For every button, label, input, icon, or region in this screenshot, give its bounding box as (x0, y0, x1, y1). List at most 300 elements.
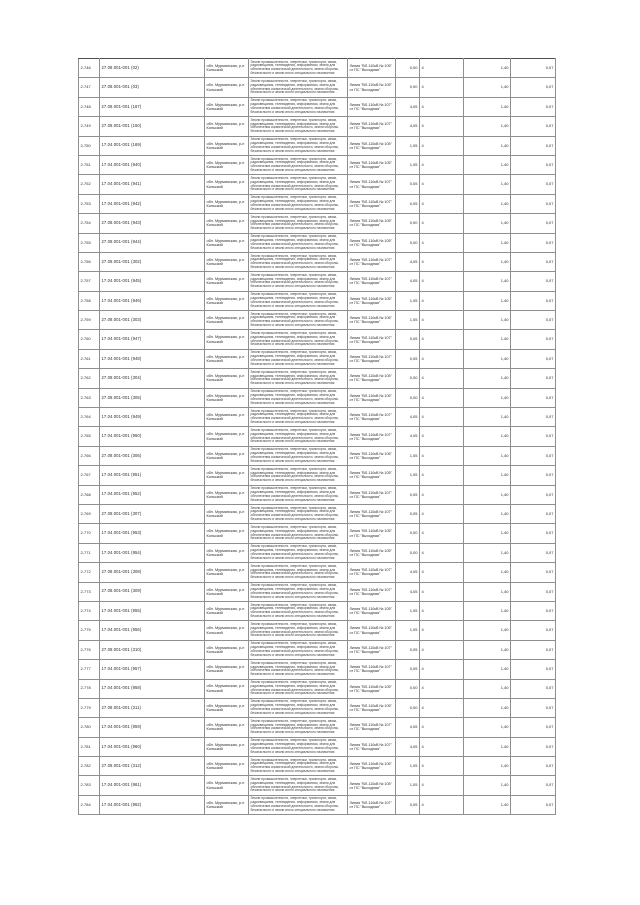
facility-cell: Линия "ВЛ-110кВ № 105" от ПС "Выходная" (348, 757, 396, 776)
land-category-cell: Земли промышленности, энергетики, транспорта, связи, радиовещания, телевидения, информатики, земли для обеспечения космической деятельности, земли обороны, безопасности и земли иного специального назначения (249, 59, 348, 78)
row-number-cell: 2-753 (79, 194, 100, 213)
value-col9-cell: 0,07 (511, 272, 556, 291)
part-code-cell: 17.04.001-001 (959) (100, 718, 205, 737)
unit-value-cell: 4 (420, 543, 464, 562)
table-row (79, 117, 556, 136)
land-category-cell: Земли промышленности, энергетики, транспорта, связи, радиовещания, телевидения, информатики, земли для обеспечения космической деятельности, земли обороны, безопасности и земли иного специального назначения (249, 757, 348, 776)
land-category-cell: Земли промышленности, энергетики, транспорта, связи, радиовещания, телевидения, информатики, земли для обеспечения космической деятельности, земли обороны, безопасности и земли иного специального назначения (249, 582, 348, 601)
facility-cell: Линия "ВЛ-110кВ № 105" от ПС "Выходная" (348, 155, 396, 174)
part-code-cell: 27.08.001-001 (167) (100, 97, 205, 116)
row-number-cell: 2-755 (79, 233, 100, 252)
value-col8-cell: 1,40 (464, 660, 511, 679)
land-category-cell: Земли промышленности, энергетики, транспорта, связи, радиовещания, телевидения, информатики, земли для обеспечения космической деятельности, земли обороны, безопасности и земли иного специального назначения (249, 427, 348, 446)
unit-value-cell: 4 (420, 388, 464, 407)
part-code-cell: 27.08.001-001 (310) (100, 640, 205, 659)
cadastral-parts-table (78, 58, 556, 815)
location-cell: обл. Мурманская, р-н Кольский (205, 291, 249, 310)
land-category-cell: Земли промышленности, энергетики, транспорта, связи, радиовещания, телевидения, информатики, земли для обеспечения космической деятельности, земли обороны, безопасности и земли иного специального назначения (249, 504, 348, 523)
value-col9-cell: 0,07 (511, 466, 556, 485)
area-value-cell: 0,05 (396, 640, 420, 659)
facility-cell: Линия "ВЛ-110кВ № 107" от ПС "Выходная" (348, 272, 396, 291)
unit-value-cell: 4 (420, 214, 464, 233)
row-number-cell: 2-764 (79, 408, 100, 427)
table-row (79, 466, 556, 485)
table-row (79, 776, 556, 795)
value-col9-cell: 0,07 (511, 543, 556, 562)
value-col9-cell: 0,07 (511, 485, 556, 504)
part-code-cell: 17.04.001-001 (950) (100, 427, 205, 446)
part-code-cell: 27.08.001-001 (305) (100, 388, 205, 407)
unit-value-cell: 4 (420, 252, 464, 271)
row-number-cell: 2-751 (79, 155, 100, 174)
facility-cell: Линия "ВЛ-110кВ № 107" от ПС "Выходная" (348, 660, 396, 679)
facility-cell: Линия "ВЛ-110кВ № 107" от ПС "Выходная" (348, 117, 396, 136)
row-number-cell: 2-766 (79, 446, 100, 465)
part-code-cell: 17.04.001-001 (951) (100, 466, 205, 485)
area-value-cell: 0,00 (396, 543, 420, 562)
location-cell: обл. Мурманская, р-н Кольский (205, 175, 249, 194)
facility-cell: Линия "ВЛ-110кВ № 107" от ПС "Выходная" (348, 582, 396, 601)
row-number-cell: 2-773 (79, 582, 100, 601)
value-col8-cell: 1,40 (464, 563, 511, 582)
location-cell: обл. Мурманская, р-н Кольский (205, 640, 249, 659)
land-category-cell: Земли промышленности, энергетики, транспорта, связи, радиовещания, телевидения, информатики, земли для обеспечения космической деятельности, земли обороны, безопасности и земли иного специального назначения (249, 601, 348, 620)
area-value-cell: 0,05 (396, 330, 420, 349)
unit-value-cell: 4 (420, 117, 464, 136)
facility-cell: Линия "ВЛ-110кВ № 107" от ПС "Выходная" (348, 795, 396, 814)
table-row (79, 214, 556, 233)
land-category-cell: Земли промышленности, энергетики, транспорта, связи, радиовещания, телевидения, информатики, земли для обеспечения космической деятельности, земли обороны, безопасности и земли иного специального назначения (249, 252, 348, 271)
row-number-cell: 2-750 (79, 136, 100, 155)
value-col9-cell: 0,07 (511, 698, 556, 717)
value-col9-cell: 0,07 (511, 524, 556, 543)
value-col8-cell: 1,40 (464, 601, 511, 620)
part-code-cell: 17.04.001-001 (953) (100, 524, 205, 543)
area-value-cell: 0,00 (396, 679, 420, 698)
facility-cell: Линия "ВЛ-110кВ № 107" от ПС "Выходная" (348, 194, 396, 213)
value-col8-cell: 1,40 (464, 388, 511, 407)
location-cell: обл. Мурманская, р-н Кольский (205, 543, 249, 562)
part-code-cell: 17.04.001-001 (954) (100, 543, 205, 562)
location-cell: обл. Мурманская, р-н Кольский (205, 504, 249, 523)
facility-cell: Линия "ВЛ-110кВ № 107" от ПС "Выходная" (348, 640, 396, 659)
row-number-cell: 2-769 (79, 504, 100, 523)
location-cell: обл. Мурманская, р-н Кольский (205, 369, 249, 388)
row-number-cell: 2-763 (79, 388, 100, 407)
table-row (79, 601, 556, 620)
row-number-cell: 2-783 (79, 776, 100, 795)
value-col8-cell: 1,40 (464, 427, 511, 446)
location-cell: обл. Мурманская, р-н Кольский (205, 59, 249, 78)
value-col8-cell: 1,40 (464, 252, 511, 271)
part-code-cell: 27.08.001-001 (307) (100, 504, 205, 523)
value-col9-cell: 0,07 (511, 408, 556, 427)
row-number-cell: 2-772 (79, 563, 100, 582)
land-category-cell: Земли промышленности, энергетики, транспорта, связи, радиовещания, телевидения, информатики, земли для обеспечения космической деятельности, земли обороны, безопасности и земли иного специального назначения (249, 563, 348, 582)
area-value-cell: 0,05 (396, 194, 420, 213)
part-code-cell: 17.04.001-001 (948) (100, 349, 205, 368)
table-row (79, 504, 556, 523)
value-col8-cell: 1,40 (464, 78, 511, 97)
unit-value-cell: 4 (420, 446, 464, 465)
area-value-cell: 4,05 (396, 272, 420, 291)
area-value-cell: 0,00 (396, 233, 420, 252)
part-code-cell: 17.04.001-001 (955) (100, 601, 205, 620)
location-cell: обл. Мурманская, р-н Кольский (205, 601, 249, 620)
row-number-cell: 2-749 (79, 117, 100, 136)
unit-value-cell: 4 (420, 582, 464, 601)
table-row (79, 291, 556, 310)
land-category-cell: Земли промышленности, энергетики, транспорта, связи, радиовещания, телевидения, информатики, земли для обеспечения космической деятельности, земли обороны, безопасности и земли иного специального назначения (249, 660, 348, 679)
row-number-cell: 2-762 (79, 369, 100, 388)
table-row (79, 563, 556, 582)
value-col9-cell: 0,07 (511, 311, 556, 330)
land-category-cell: Земли промышленности, энергетики, транспорта, связи, радиовещания, телевидения, информатики, земли для обеспечения космической деятельности, земли обороны, безопасности и земли иного специального назначения (249, 524, 348, 543)
value-col9-cell: 0,07 (511, 640, 556, 659)
row-number-cell: 2-759 (79, 311, 100, 330)
table-row (79, 737, 556, 756)
land-category-cell: Земли промышленности, энергетики, транспорта, связи, радиовещания, телевидения, информатики, земли для обеспечения космической деятельности, земли обороны, безопасности и земли иного специального назначения (249, 543, 348, 562)
area-value-cell: 0,00 (396, 214, 420, 233)
table-row (79, 485, 556, 504)
land-category-cell: Земли промышленности, энергетики, транспорта, связи, радиовещания, телевидения, информатики, земли для обеспечения космической деятельности, земли обороны, безопасности и земли иного специального назначения (249, 155, 348, 174)
part-code-cell: 17.04.001-001 (941) (100, 175, 205, 194)
value-col8-cell: 1,40 (464, 349, 511, 368)
table-row (79, 252, 556, 271)
area-value-cell: 4,05 (396, 582, 420, 601)
facility-cell: Линия "ВЛ-110кВ № 105" от ПС "Выходная" (348, 311, 396, 330)
unit-value-cell: 4 (420, 311, 464, 330)
unit-value-cell: 4 (420, 78, 464, 97)
row-number-cell: 2-768 (79, 485, 100, 504)
row-number-cell: 2-782 (79, 757, 100, 776)
table-row (79, 155, 556, 174)
value-col8-cell: 1,40 (464, 679, 511, 698)
value-col8-cell: 1,40 (464, 311, 511, 330)
land-category-cell: Земли промышленности, энергетики, транспорта, связи, радиовещания, телевидения, информатики, земли для обеспечения космической деятельности, земли обороны, безопасности и земли иного специального назначения (249, 485, 348, 504)
value-col9-cell: 0,07 (511, 175, 556, 194)
value-col9-cell: 0,07 (511, 776, 556, 795)
value-col8-cell: 1,40 (464, 504, 511, 523)
value-col9-cell: 0,07 (511, 214, 556, 233)
facility-cell: Линия "ВЛ-110кВ № 107" от ПС "Выходная" (348, 427, 396, 446)
area-value-cell: 0,05 (396, 175, 420, 194)
part-code-cell: 17.04.001-001 (940) (100, 155, 205, 174)
table-row (79, 718, 556, 737)
table-row (79, 660, 556, 679)
area-value-cell: 0,00 (396, 369, 420, 388)
table-row (79, 698, 556, 717)
value-col8-cell: 1,40 (464, 97, 511, 116)
land-category-cell: Земли промышленности, энергетики, транспорта, связи, радиовещания, телевидения, информатики, земли для обеспечения космической деятельности, земли обороны, безопасности и земли иного специального назначения (249, 272, 348, 291)
land-category-cell: Земли промышленности, энергетики, транспорта, связи, радиовещания, телевидения, информатики, земли для обеспечения космической деятельности, земли обороны, безопасности и земли иного специального назначения (249, 621, 348, 640)
facility-cell: Линия "ВЛ-110кВ № 107" от ПС "Выходная" (348, 408, 396, 427)
unit-value-cell: 4 (420, 155, 464, 174)
facility-cell: Линия "ВЛ-110кВ № 105" от ПС "Выходная" (348, 679, 396, 698)
land-category-cell: Земли промышленности, энергетики, транспорта, связи, радиовещания, телевидения, информатики, земли для обеспечения космической деятельности, земли обороны, безопасности и земли иного специального назначения (249, 330, 348, 349)
unit-value-cell: 4 (420, 175, 464, 194)
unit-value-cell: 4 (420, 679, 464, 698)
value-col8-cell: 1,40 (464, 233, 511, 252)
location-cell: обл. Мурманская, р-н Кольский (205, 117, 249, 136)
facility-cell: Линия "ВЛ-110кВ № 105" от ПС "Выходная" (348, 214, 396, 233)
table-row (79, 233, 556, 252)
part-code-cell: 27.08.001-001 (150) (100, 117, 205, 136)
value-col8-cell: 1,40 (464, 175, 511, 194)
value-col8-cell: 1,40 (464, 369, 511, 388)
part-code-cell: 17.04.001-001 (961) (100, 776, 205, 795)
land-category-cell: Земли промышленности, энергетики, транспорта, связи, радиовещания, телевидения, информатики, земли для обеспечения космической деятельности, земли обороны, безопасности и земли иного специального назначения (249, 640, 348, 659)
value-col8-cell: 1,40 (464, 621, 511, 640)
table-body (79, 59, 556, 815)
area-value-cell: 0,00 (396, 59, 420, 78)
location-cell: обл. Мурманская, р-н Кольский (205, 97, 249, 116)
area-value-cell: 4,05 (396, 117, 420, 136)
table-row (79, 795, 556, 814)
land-category-cell: Земли промышленности, энергетики, транспорта, связи, радиовещания, телевидения, информатики, земли для обеспечения космической деятельности, земли обороны, безопасности и земли иного специального назначения (249, 718, 348, 737)
row-number-cell: 2-761 (79, 349, 100, 368)
row-number-cell: 2-765 (79, 427, 100, 446)
value-col8-cell: 1,40 (464, 214, 511, 233)
table-row (79, 194, 556, 213)
table-row (79, 136, 556, 155)
location-cell: обл. Мурманская, р-н Кольский (205, 485, 249, 504)
area-value-cell: 4,05 (396, 97, 420, 116)
value-col9-cell: 0,07 (511, 660, 556, 679)
unit-value-cell: 4 (420, 718, 464, 737)
area-value-cell: 0,00 (396, 524, 420, 543)
row-number-cell: 2-779 (79, 698, 100, 717)
facility-cell: Линия "ВЛ-110кВ № 105" от ПС "Выходная" (348, 601, 396, 620)
facility-cell: Линия "ВЛ-110кВ № 105" от ПС "Выходная" (348, 78, 396, 97)
part-code-cell: 27.08.001-001 (02) (100, 59, 205, 78)
table-row (79, 446, 556, 465)
location-cell: обл. Мурманская, р-н Кольский (205, 311, 249, 330)
value-col9-cell: 0,07 (511, 155, 556, 174)
location-cell: обл. Мурманская, р-н Кольский (205, 698, 249, 717)
value-col8-cell: 1,40 (464, 272, 511, 291)
location-cell: обл. Мурманская, р-н Кольский (205, 660, 249, 679)
facility-cell: Линия "ВЛ-110кВ № 107" от ПС "Выходная" (348, 737, 396, 756)
area-value-cell: 4,05 (396, 718, 420, 737)
facility-cell: Линия "ВЛ-110кВ № 105" от ПС "Выходная" (348, 524, 396, 543)
part-code-cell: 27.08.001-001 (944) (100, 233, 205, 252)
part-code-cell: 17.04.001-001 (956) (100, 621, 205, 640)
value-col8-cell: 1,40 (464, 524, 511, 543)
land-category-cell: Земли промышленности, энергетики, транспорта, связи, радиовещания, телевидения, информатики, земли для обеспечения космической деятельности, земли обороны, безопасности и земли иного специального назначения (249, 311, 348, 330)
table-row (79, 388, 556, 407)
land-category-cell: Земли промышленности, энергетики, транспорта, связи, радиовещания, телевидения, информатики, земли для обеспечения космической деятельности, земли обороны, безопасности и земли иного специального назначения (249, 388, 348, 407)
part-code-cell: 17.04.001-001 (942) (100, 194, 205, 213)
facility-cell: Линия "ВЛ-110кВ № 105" от ПС "Выходная" (348, 291, 396, 310)
location-cell: обл. Мурманская, р-н Кольский (205, 349, 249, 368)
area-value-cell: 4,05 (396, 427, 420, 446)
unit-value-cell: 4 (420, 233, 464, 252)
area-value-cell: 0,00 (396, 698, 420, 717)
value-col9-cell: 0,07 (511, 291, 556, 310)
land-category-cell: Земли промышленности, энергетики, транспорта, связи, радиовещания, телевидения, информатики, земли для обеспечения космической деятельности, земли обороны, безопасности и земли иного специального назначения (249, 78, 348, 97)
part-code-cell: 17.04.001-001 (947) (100, 330, 205, 349)
facility-cell: Линия "ВЛ-110кВ № 105" от ПС "Выходная" (348, 698, 396, 717)
value-col8-cell: 1,40 (464, 446, 511, 465)
value-col9-cell: 0,07 (511, 446, 556, 465)
area-value-cell: 4,05 (396, 252, 420, 271)
location-cell: обл. Мурманская, р-н Кольский (205, 718, 249, 737)
value-col8-cell: 1,40 (464, 543, 511, 562)
value-col9-cell: 0,07 (511, 563, 556, 582)
unit-value-cell: 4 (420, 291, 464, 310)
table-row (79, 408, 556, 427)
facility-cell: Линия "ВЛ-110кВ № 107" от ПС "Выходная" (348, 330, 396, 349)
facility-cell: Линия "ВЛ-110кВ № 105" от ПС "Выходная" (348, 776, 396, 795)
location-cell: обл. Мурманская, р-н Кольский (205, 679, 249, 698)
value-col8-cell: 1,40 (464, 136, 511, 155)
unit-value-cell: 4 (420, 272, 464, 291)
unit-value-cell: 4 (420, 795, 464, 814)
facility-cell: Линия "ВЛ-110кВ № 107" от ПС "Выходная" (348, 97, 396, 116)
value-col9-cell: 0,07 (511, 718, 556, 737)
facility-cell: Линия "ВЛ-110кВ № 105" от ПС "Выходная" (348, 59, 396, 78)
part-code-cell: 17.04.001-001 (960) (100, 737, 205, 756)
land-category-cell: Земли промышленности, энергетики, транспорта, связи, радиовещания, телевидения, информатики, земли для обеспечения космической деятельности, земли обороны, безопасности и земли иного специального назначения (249, 408, 348, 427)
part-code-cell: 27.08.001-001 (311) (100, 698, 205, 717)
value-col9-cell: 0,07 (511, 97, 556, 116)
part-code-cell: 27.08.001-001 (309) (100, 582, 205, 601)
land-category-cell: Земли промышленности, энергетики, транспорта, связи, радиовещания, телевидения, информатики, земли для обеспечения космической деятельности, земли обороны, безопасности и земли иного специального назначения (249, 349, 348, 368)
facility-cell: Линия "ВЛ-110кВ № 107" от ПС "Выходная" (348, 563, 396, 582)
table-row (79, 621, 556, 640)
row-number-cell: 2-746 (79, 59, 100, 78)
row-number-cell: 2-748 (79, 97, 100, 116)
row-number-cell: 2-756 (79, 252, 100, 271)
row-number-cell: 2-754 (79, 214, 100, 233)
location-cell: обл. Мурманская, р-н Кольский (205, 233, 249, 252)
area-value-cell: 4,05 (396, 408, 420, 427)
unit-value-cell: 4 (420, 737, 464, 756)
location-cell: обл. Мурманская, р-н Кольский (205, 194, 249, 213)
land-category-cell: Земли промышленности, энергетики, транспорта, связи, радиовещания, телевидения, информатики, земли для обеспечения космической деятельности, земли обороны, безопасности и земли иного специального назначения (249, 369, 348, 388)
part-code-cell: 27.08.001-001 (304) (100, 369, 205, 388)
unit-value-cell: 4 (420, 330, 464, 349)
value-col8-cell: 1,40 (464, 330, 511, 349)
table-row (79, 543, 556, 562)
location-cell: обл. Мурманская, р-н Кольский (205, 330, 249, 349)
unit-value-cell: 4 (420, 349, 464, 368)
table-row (79, 349, 556, 368)
part-code-cell: 27.08.001-001 (308) (100, 563, 205, 582)
row-number-cell: 2-776 (79, 640, 100, 659)
table-row (79, 369, 556, 388)
land-category-cell: Земли промышленности, энергетики, транспорта, связи, радиовещания, телевидения, информатики, земли для обеспечения космической деятельности, земли обороны, безопасности и земли иного специального назначения (249, 117, 348, 136)
area-value-cell: 1,05 (396, 757, 420, 776)
value-col8-cell: 1,40 (464, 698, 511, 717)
land-category-cell: Земли промышленности, энергетики, транспорта, связи, радиовещания, телевидения, информатики, земли для обеспечения космической деятельности, земли обороны, безопасности и земли иного специального назначения (249, 233, 348, 252)
unit-value-cell: 4 (420, 427, 464, 446)
part-code-cell: 17.04.001-001 (169) (100, 136, 205, 155)
unit-value-cell: 4 (420, 136, 464, 155)
area-value-cell: 1,05 (396, 291, 420, 310)
value-col9-cell: 0,07 (511, 233, 556, 252)
unit-value-cell: 4 (420, 408, 464, 427)
unit-value-cell: 4 (420, 640, 464, 659)
unit-value-cell: 4 (420, 776, 464, 795)
land-category-cell: Земли промышленности, энергетики, транспорта, связи, радиовещания, телевидения, информатики, земли для обеспечения космической деятельности, земли обороны, безопасности и земли иного специального назначения (249, 776, 348, 795)
unit-value-cell: 4 (420, 621, 464, 640)
part-code-cell: 27.08.001-001 (306) (100, 446, 205, 465)
value-col9-cell: 0,07 (511, 252, 556, 271)
unit-value-cell: 4 (420, 757, 464, 776)
value-col8-cell: 1,40 (464, 155, 511, 174)
facility-cell: Линия "ВЛ-110кВ № 107" от ПС "Выходная" (348, 175, 396, 194)
row-number-cell: 2-767 (79, 466, 100, 485)
value-col8-cell: 1,40 (464, 795, 511, 814)
location-cell: обл. Мурманская, р-н Кольский (205, 214, 249, 233)
value-col9-cell: 0,07 (511, 194, 556, 213)
location-cell: обл. Мурманская, р-н Кольский (205, 466, 249, 485)
value-col9-cell: 0,07 (511, 601, 556, 620)
facility-cell: Линия "ВЛ-110кВ № 107" от ПС "Выходная" (348, 504, 396, 523)
row-number-cell: 2-752 (79, 175, 100, 194)
area-value-cell: 1,05 (396, 136, 420, 155)
row-number-cell: 2-778 (79, 679, 100, 698)
table-row (79, 582, 556, 601)
value-col8-cell: 1,40 (464, 757, 511, 776)
part-code-cell: 17.04.001-001 (952) (100, 485, 205, 504)
table-row (79, 640, 556, 659)
unit-value-cell: 4 (420, 524, 464, 543)
unit-value-cell: 4 (420, 660, 464, 679)
table-row (79, 757, 556, 776)
row-number-cell: 2-758 (79, 291, 100, 310)
value-col9-cell: 0,07 (511, 621, 556, 640)
row-number-cell: 2-774 (79, 601, 100, 620)
value-col8-cell: 1,40 (464, 718, 511, 737)
row-number-cell: 2-780 (79, 718, 100, 737)
unit-value-cell: 4 (420, 194, 464, 213)
location-cell: обл. Мурманская, р-н Кольский (205, 563, 249, 582)
facility-cell: Линия "ВЛ-110кВ № 107" от ПС "Выходная" (348, 252, 396, 271)
part-code-cell: 27.08.001-001 (302) (100, 252, 205, 271)
unit-value-cell: 4 (420, 504, 464, 523)
table-row (79, 175, 556, 194)
land-category-cell: Земли промышленности, энергетики, транспорта, связи, радиовещания, телевидения, информатики, земли для обеспечения космической деятельности, земли обороны, безопасности и земли иного специального назначения (249, 214, 348, 233)
area-value-cell: 1,05 (396, 446, 420, 465)
value-col9-cell: 0,07 (511, 757, 556, 776)
facility-cell: Линия "ВЛ-110кВ № 105" от ПС "Выходная" (348, 543, 396, 562)
row-number-cell: 2-784 (79, 795, 100, 814)
part-code-cell: 17.04.001-001 (949) (100, 408, 205, 427)
part-code-cell: 27.08.001-001 (303) (100, 311, 205, 330)
unit-value-cell: 4 (420, 97, 464, 116)
part-code-cell: 17.04.001-001 (946) (100, 291, 205, 310)
part-code-cell: 17.04.001-001 (962) (100, 795, 205, 814)
value-col8-cell: 1,40 (464, 59, 511, 78)
facility-cell: Линия "ВЛ-110кВ № 105" от ПС "Выходная" (348, 466, 396, 485)
land-category-cell: Земли промышленности, энергетики, транспорта, связи, радиовещания, телевидения, информатики, земли для обеспечения космической деятельности, земли обороны, безопасности и земли иного специального назначения (249, 795, 348, 814)
location-cell: обл. Мурманская, р-н Кольский (205, 78, 249, 97)
location-cell: обл. Мурманская, р-н Кольский (205, 408, 249, 427)
area-value-cell: 4,05 (396, 737, 420, 756)
area-value-cell: 1,05 (396, 155, 420, 174)
area-value-cell: 1,05 (396, 621, 420, 640)
facility-cell: Линия "ВЛ-110кВ № 105" от ПС "Выходная" (348, 621, 396, 640)
facility-cell: Линия "ВЛ-110кВ № 107" от ПС "Выходная" (348, 349, 396, 368)
land-category-cell: Земли промышленности, энергетики, транспорта, связи, радиовещания, телевидения, информатики, земли для обеспечения космической деятельности, земли обороны, безопасности и земли иного специального назначения (249, 737, 348, 756)
value-col9-cell: 0,07 (511, 59, 556, 78)
value-col8-cell: 1,40 (464, 291, 511, 310)
table-row (79, 59, 556, 78)
area-value-cell: 0,05 (396, 349, 420, 368)
